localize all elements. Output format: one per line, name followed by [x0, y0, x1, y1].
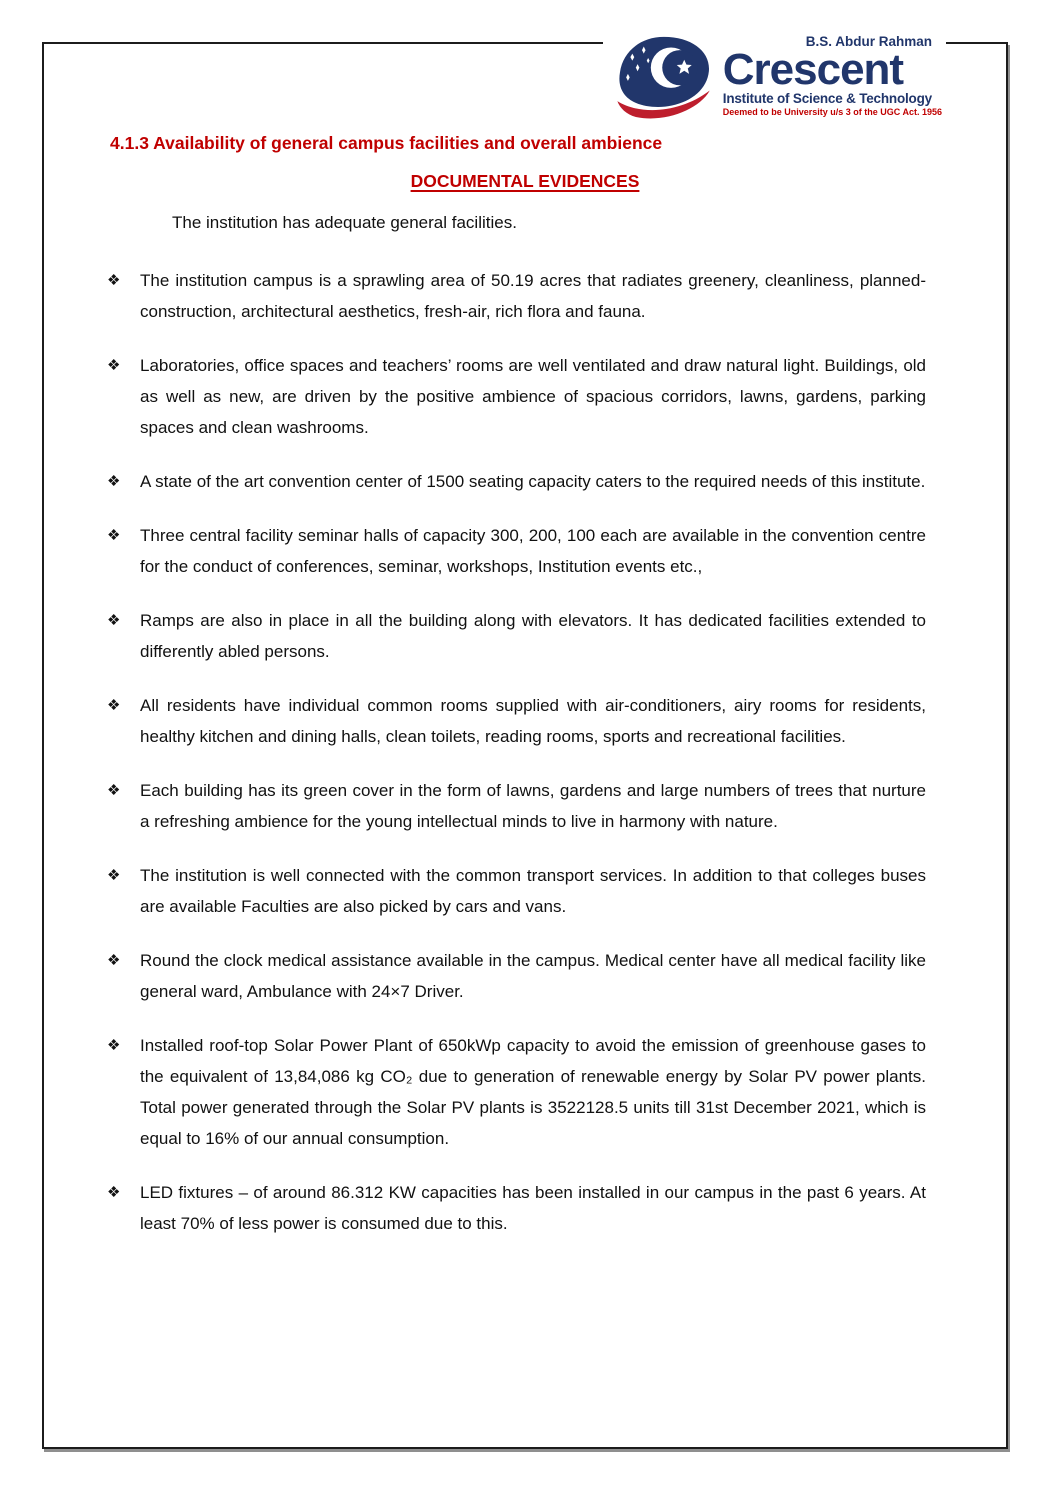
list-item: [107, 520, 926, 582]
list-item-text: Installed roof-top Solar Power Plant of 650kWp capacity to avoid the emission of greenhouse gases to the equivalent of 13,84,086 kg CO₂ due to generation of renewable energy by Solar PV power plants. Total power generated through the Solar PV plants is 3522128.5 units till 31st December 2021, which is equal to 16% of our annual consumption.: [140, 1036, 926, 1148]
diamond-bullet-icon: ❖: [107, 272, 121, 289]
logo-subtitle: Institute of Science & Technology: [722, 91, 932, 106]
diamond-bullet-icon: ❖: [107, 1037, 121, 1054]
page-border-frame: [42, 34, 1008, 1449]
diamond-bullet-icon: ❖: [107, 357, 121, 374]
list-item-text: All residents have individual common rooms supplied with air-conditioners, airy rooms for residents, healthy kitchen and dining halls, clean toilets, reading rooms, sports and recreational facilities.: [140, 696, 926, 746]
list-item: [107, 350, 926, 443]
list-item: [107, 605, 926, 667]
diamond-bullet-icon: ❖: [107, 527, 121, 544]
list-item: [107, 1030, 926, 1154]
bullet-list: [107, 265, 926, 1239]
list-item-text: A state of the art convention center of 1500 seating capacity caters to the required needs of this institute.: [140, 472, 926, 491]
diamond-bullet-icon: ❖: [107, 1184, 121, 1201]
logo-tagline: Deemed to be University u/s 3 of the UGC Act. 1956: [722, 107, 942, 117]
documental-evidences-title: DOCUMENTAL EVIDENCES: [410, 171, 640, 191]
list-item: [107, 1177, 926, 1239]
logo-text-block: [723, 34, 942, 118]
diamond-bullet-icon: ❖: [107, 473, 121, 490]
crescent-moon-stars-emblem-icon: [609, 36, 719, 129]
list-item-text: Each building has its green cover in the form of lawns, gardens and large numbers of trees that nurture a refreshing ambience for the young intellectual minds to live in harmony with nature.: [140, 781, 926, 831]
list-item: [107, 265, 926, 327]
diamond-bullet-icon: ❖: [107, 612, 121, 629]
list-item-text: Round the clock medical assistance available in the campus. Medical center have all medical facility like general ward, Ambulance with 24×7 Driver.: [140, 951, 926, 1001]
list-item: [107, 775, 926, 837]
section-heading: 4.1.3 Availability of general campus facilities and overall ambience: [110, 133, 663, 153]
list-item-text: The institution campus is a sprawling area of 50.19 acres that radiates greenery, cleanliness, planned-construction, architectural aesthetics, fresh-air, rich flora and fauna.: [140, 271, 926, 321]
list-item: [107, 860, 926, 922]
list-item: [107, 945, 926, 1007]
list-item: [107, 466, 926, 497]
list-item-text: Three central facility seminar halls of capacity 300, 200, 100 each are available in the convention centre for the conduct of conferences, seminar, workshops, Institution events etc.,: [140, 526, 926, 576]
intro-paragraph: The institution has adequate general facilities.: [172, 213, 517, 232]
diamond-bullet-icon: ❖: [107, 952, 121, 969]
institution-logo: [603, 34, 946, 131]
list-item-text: LED fixtures – of around 86.312 KW capacities has been installed in our campus in the past 6 years. At least 70% of less power is consumed due to this.: [140, 1183, 926, 1233]
logo-pretitle: B.S. Abdur Rahman: [805, 34, 932, 49]
list-item-text: Ramps are also in place in all the building along with elevators. It has dedicated facilities extended to differently abled persons.: [140, 611, 926, 661]
diamond-bullet-icon: ❖: [107, 867, 121, 884]
list-item-text: Laboratories, office spaces and teachers’ rooms are well ventilated and draw natural light. Buildings, old as well as new, are driven by the positive ambience of spacious corridors, lawns, gardens, parking spaces and clean washrooms.: [140, 356, 926, 437]
list-item: [107, 690, 926, 752]
diamond-bullet-icon: ❖: [107, 697, 121, 714]
logo-brand-name: Crescent: [722, 45, 904, 94]
list-item-text: The institution is well connected with the common transport services. In addition to that colleges buses are available Faculties are also picked by cars and vans.: [140, 866, 926, 916]
diamond-bullet-icon: ❖: [107, 782, 121, 799]
